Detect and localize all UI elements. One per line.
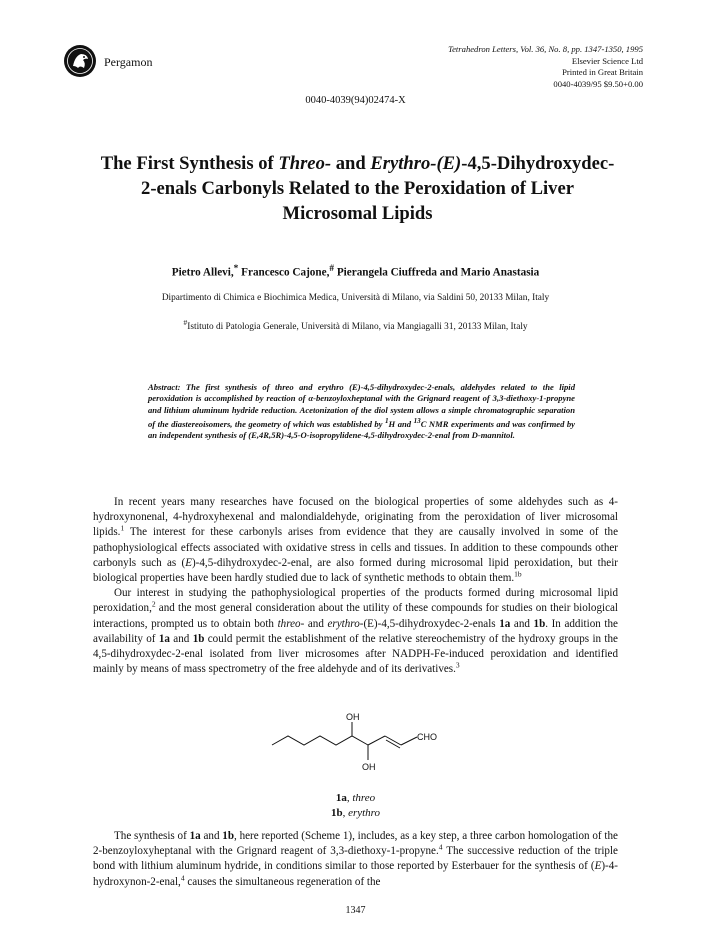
compound-ref: 1b bbox=[222, 830, 235, 842]
abstract-text: C NMR experiments and was confirmed by an independent synthesis of (E,4R,5R)-4,5-O-isopropylidene-4,5-dihydroxydec-2-enal from D-mannitol. bbox=[148, 418, 575, 441]
carbon-chain bbox=[272, 736, 368, 745]
text-run: In recent years many researches have focused on the biological properties of some aldehydes such as 4-hydroxynonenal, 4-hydroxyhexenal and malondialdehyde, originating from the peroxidation of liver microsomal lipids. bbox=[93, 496, 618, 539]
abstract-text: H and bbox=[388, 418, 414, 429]
compound-label: 1a bbox=[335, 792, 347, 804]
citation-ref: 4 bbox=[438, 842, 443, 852]
author: Pierangela Ciuffreda and Mario Anastasia bbox=[334, 266, 540, 279]
structure-caption-1b bbox=[0, 807, 711, 819]
title-part: -4,5-Dihydroxydec- bbox=[461, 153, 615, 174]
compound-ref: 1a bbox=[189, 830, 201, 842]
author-list bbox=[0, 264, 711, 279]
text-run: and the most general consideration about the utility of these compounds for studies on their biological interactions, prompted us to obtain both bbox=[93, 602, 618, 630]
body-text-continued bbox=[93, 829, 618, 890]
journal-info bbox=[448, 44, 643, 90]
author-mark: # bbox=[329, 264, 335, 274]
text-run: erythro- bbox=[327, 617, 364, 630]
text-run: , here reported (Scheme 1), includes, as a key step, a three carbon homologation of the 2-benzoyloxyheptanal with the Grignard reagent of 3,3-diethoxy-1-propyne. bbox=[93, 830, 618, 858]
chain-bond bbox=[401, 737, 417, 745]
text-run: (E)-4,5-dihydroxydec-2-enals bbox=[363, 617, 500, 630]
citation-ref: 1b bbox=[514, 569, 522, 579]
compound-ref: 1b bbox=[533, 617, 546, 630]
compound-label: 1b bbox=[330, 807, 343, 819]
page-number: 1347 bbox=[345, 905, 366, 916]
article-doi: 0040-4039(94)02474-X bbox=[305, 95, 406, 106]
text-run: The synthesis of bbox=[114, 830, 190, 842]
caption-separator: , bbox=[346, 792, 353, 804]
abstract-text: Abstract: The first synthesis of threo and erythro (E)-4,5-dihydroxydec-2-enals, aldehydes related to the lipid peroxidation is accomplished by reaction of α-benzoyloxheptanal with the Grignard reagent of 3,3-diethoxy-1-propyne and lithium aluminum hydride reduction. Acetonization of the diol system allows a simple chromatographic separation of the diastereoisomers, the geometry of which was established by bbox=[148, 382, 575, 429]
title-part: The First Synthesis of bbox=[100, 153, 279, 174]
oh-label-bottom: OH bbox=[362, 762, 376, 772]
citation-ref: 3 bbox=[455, 660, 460, 670]
title-threo: Threo- bbox=[278, 153, 332, 174]
double-bond bbox=[386, 740, 400, 748]
publisher-name: Pergamon bbox=[104, 55, 153, 69]
text-run: and bbox=[169, 632, 193, 645]
affiliation-2 bbox=[0, 318, 711, 332]
abstract-sup: 13 bbox=[413, 416, 421, 425]
paragraph-3 bbox=[93, 829, 618, 890]
title-erythro: Erythro-(E) bbox=[370, 153, 462, 174]
affiliation-mark: # bbox=[183, 318, 188, 327]
journal-printed: Printed in Great Britain bbox=[562, 67, 643, 77]
author: Francesco Cajone, bbox=[238, 266, 330, 279]
citation-ref: 4 bbox=[180, 872, 185, 882]
affiliation-1: Dipartimento di Chimica e Biochimica Medica, Università di Milano, via Saldini 50, 20133 Milan, Italy bbox=[161, 293, 550, 303]
text-run: threo- bbox=[277, 617, 305, 630]
text-run: E bbox=[185, 556, 192, 569]
citation-ref: 2 bbox=[151, 599, 156, 609]
cho-label: CHO bbox=[417, 732, 437, 742]
paragraph-1 bbox=[93, 495, 618, 586]
title-line-3: Microsomal Lipids bbox=[282, 203, 433, 224]
oh-label-top: OH bbox=[346, 712, 360, 722]
structure-caption-1a bbox=[0, 792, 711, 804]
text-run: E bbox=[594, 860, 602, 873]
text-run: and bbox=[200, 830, 223, 842]
compound-ref: 1a bbox=[158, 632, 170, 645]
paper-title bbox=[90, 151, 625, 226]
title-line-2: 2-enals Carbonyls Related to the Peroxidation of Liver bbox=[141, 178, 574, 199]
text-run: The interest for these carbonyls arises from evidence that they are causally involved in some of the pathophysiological effects associated with oxidative stress in cells and tissues. In addition to these compounds other carbonyls such as ( bbox=[93, 526, 618, 569]
journal-citation: Tetrahedron Letters, Vol. 36, No. 8, pp. 1347-1350, 1995 bbox=[448, 44, 643, 54]
author-mark: * bbox=[233, 264, 239, 274]
text-run: could permit the establishment of the relative stereochemistry of the hydroxy groups in the 4,5-dihydroxydec-2-enal isolated from liver microsomes after NADPH-Fe-induced peroxidation and identified mainly by means of mass spectrometry of the free aldehyde and of its derivatives. bbox=[93, 632, 618, 676]
pergamon-logo-icon bbox=[63, 44, 97, 78]
journal-issn-price: 0040-4039/95 $9.50+0.00 bbox=[553, 78, 643, 89]
compound-ref: 1b bbox=[192, 632, 205, 645]
stereo-label: erythro bbox=[348, 807, 381, 819]
author: Pietro Allevi, bbox=[171, 266, 234, 279]
text-run: )-4-hydroxynon-2-enal, bbox=[93, 860, 618, 888]
abstract bbox=[148, 382, 575, 441]
journal-publisher: Elsevier Science Ltd bbox=[571, 55, 643, 66]
text-run: causes the simultaneous regeneration of the bbox=[184, 875, 381, 888]
text-run: and bbox=[304, 617, 328, 630]
text-run: Our interest in studying the pathophysiological properties of the products formed during microsomal lipid peroxidation, bbox=[93, 587, 618, 615]
paragraph-2 bbox=[93, 586, 618, 677]
text-run: and bbox=[510, 617, 534, 630]
title-part: and bbox=[331, 153, 371, 174]
caption-separator: , bbox=[342, 807, 349, 819]
chain-bond bbox=[368, 736, 385, 745]
stereo-label: threo bbox=[352, 792, 376, 804]
body-text bbox=[93, 495, 618, 677]
text-run: )-4,5-dihydroxydec-2-enal, are also formed during microsomal lipid peroxidation, but their biological properties have been hardly studied due to lack of synthetic methods to obtain them. bbox=[93, 556, 618, 585]
compound-ref: 1a bbox=[499, 617, 511, 630]
text-run: . In addition the availability of bbox=[93, 617, 618, 645]
affiliation-2-text: Istituto di Patologia Generale, Università di Milano, via Mangiagalli 31, 20133 Milan, Italy bbox=[187, 322, 528, 333]
text-run: The successive reduction of the triple bond with lithium aluminum hydride, in conditions similar to those reported by Esterbauer for the synthesis of ( bbox=[93, 845, 618, 873]
chemical-structure bbox=[267, 710, 457, 788]
citation-ref: 1 bbox=[120, 523, 125, 533]
abstract-sup: 1 bbox=[384, 416, 389, 425]
